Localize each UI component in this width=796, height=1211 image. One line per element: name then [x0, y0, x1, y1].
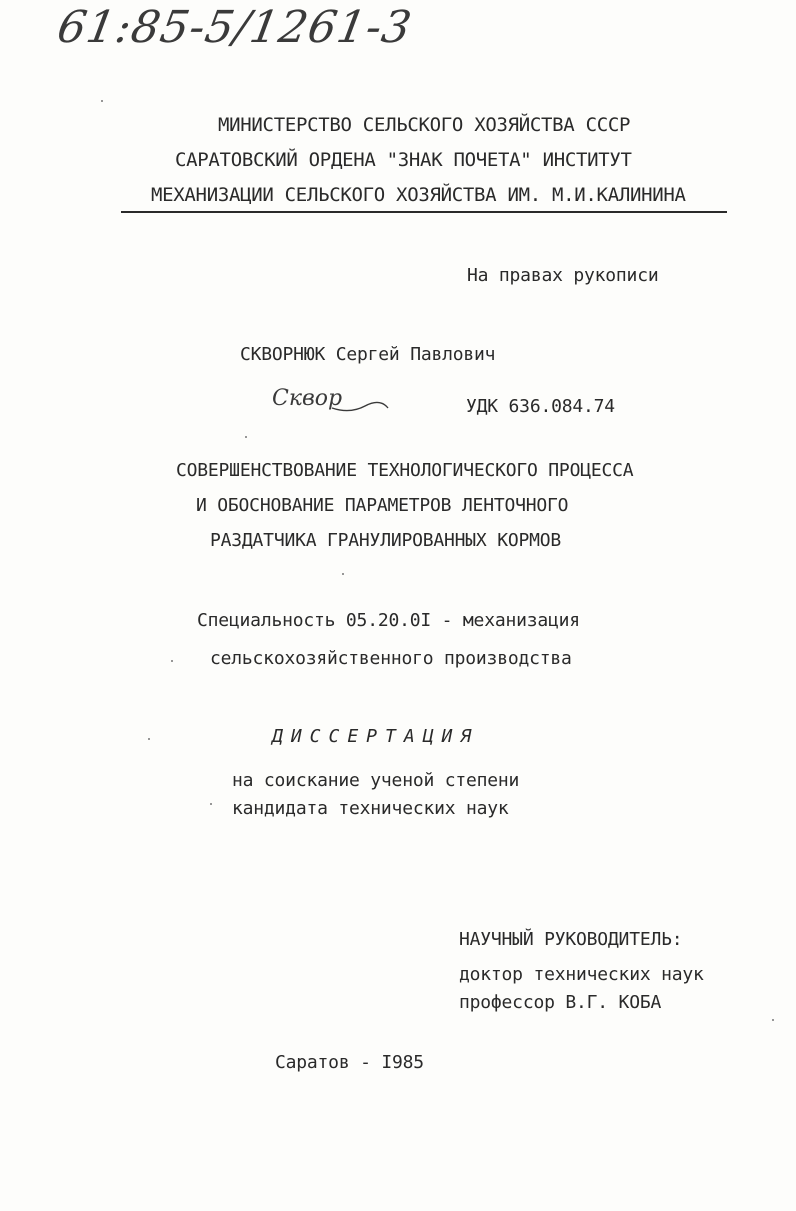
- author-name: СКВОРНЮК Сергей Павлович: [240, 344, 496, 365]
- signature-stroke: [330, 398, 390, 416]
- supervisor-name: профессор В.Г. КОБА: [459, 992, 662, 1013]
- city-year: Саратов - I985: [275, 1052, 424, 1073]
- degree-line-2: кандидата технических наук: [232, 798, 509, 819]
- dissertation-heading: ДИССЕРТАЦИЯ: [272, 726, 480, 747]
- scan-speck: [171, 660, 173, 662]
- institute-name-line: МЕХАНИЗАЦИИ СЕЛЬСКОГО ХОЗЯЙСТВА ИМ. М.И.КАЛИНИНА: [151, 184, 686, 206]
- title-line-1: СОВЕРШЕНСТВОВАНИЕ ТЕХНОЛОГИЧЕСКОГО ПРОЦЕССА: [176, 460, 634, 481]
- title-line-2: И ОБОСНОВАНИЕ ПАРАМЕТРОВ ЛЕНТОЧНОГО: [196, 495, 569, 516]
- manuscript-rights: На правах рукописи: [467, 265, 659, 286]
- scan-speck: [210, 803, 212, 805]
- scan-speck: [101, 100, 103, 102]
- scan-speck: [342, 573, 344, 575]
- scan-speck: [772, 1019, 774, 1021]
- degree-line-1: на соискание ученой степени: [232, 770, 520, 791]
- institute-line: САРАТОВСКИЙ ОРДЕНА "ЗНАК ПОЧЕТА" ИНСТИТУТ: [175, 149, 632, 171]
- scan-speck: [148, 738, 150, 740]
- supervisor-label: НАУЧНЫЙ РУКОВОДИТЕЛЬ:: [459, 929, 683, 950]
- specialty-line-2: сельскохозяйственного производства: [210, 648, 572, 669]
- supervisor-degree: доктор технических наук: [459, 964, 704, 985]
- archive-code-handwritten: 61:85-5/1261-3: [53, 2, 416, 53]
- title-line-3: РАЗДАТЧИКА ГРАНУЛИРОВАННЫХ КОРМОВ: [210, 530, 562, 551]
- ministry-line: МИНИСТЕРСТВО СЕЛЬСКОГО ХОЗЯЙСТВА СССР: [218, 114, 631, 136]
- specialty-line-1: Специальность 05.20.0I - механизация: [197, 610, 580, 631]
- author-signature: Сквор: [272, 386, 343, 411]
- scan-speck: [245, 436, 247, 438]
- header-divider: [121, 211, 727, 213]
- udk-code: УДК 636.084.74: [466, 396, 615, 417]
